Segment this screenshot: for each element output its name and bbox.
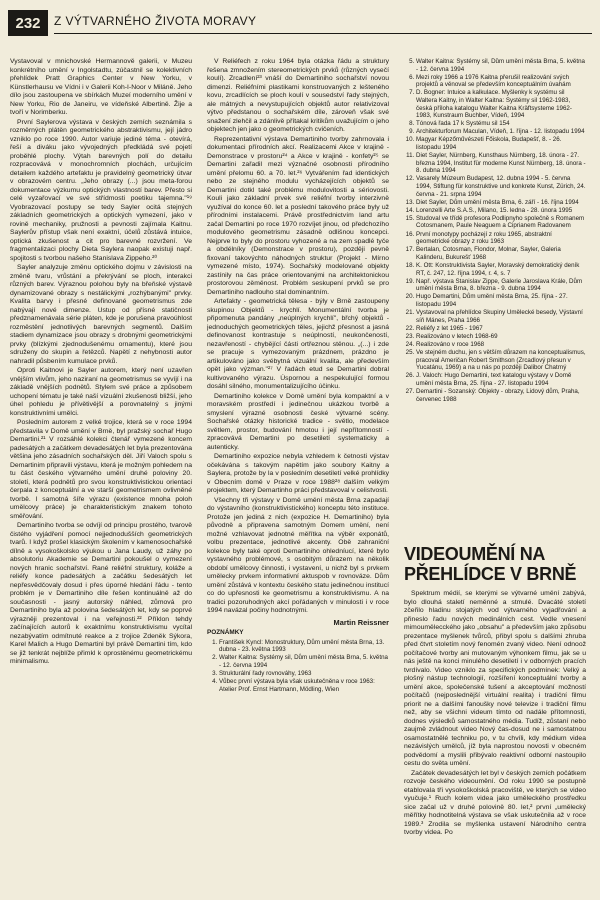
note-item: 22. Reliéfy z let 1965 - 1967: [416, 325, 586, 333]
body-paragraph: Posledním autorem z velké trojice, která se v roce 1994 představila v Domě umění v Brně, byl pražský sochař Hugo Demartini.²¹ V rozsáhlé kolekci čtenář vymezené koncem padesátých a začátkem devadesátých let byla prezentována většina jeho zásadních sochařských děl. Jiří Valoch spolu s Demartinim připravili výstavu, která je možným pohledem na tu část českého výtvarného umění druhé poloviny 20. století, která podnětů pro svou konstruktivistickou orientaci čerpala z konceptuální a ve starší geometrismem ovlivněné tvorbě. I samotná šíře výrazu (existence mnoha poloh umělcovy práce) je charakteristickým znakem tohoto směřování.: [10, 419, 192, 520]
note-item: 26. J. Valoch: Hugo Demartini, text katalogu výstavy v Domě umění města Brna, 25. října - 27. listopadu 1994: [416, 372, 586, 387]
note-item: 9. Architekturforum Maculan, Vídeň, 1. října - 12. listopadu 1994: [416, 128, 586, 136]
note-item: 20. Hugo Demartini, Dům umění města Brna, 25. října - 27. listopadu 1994: [416, 293, 586, 308]
column-2: [207, 58, 389, 878]
note-item: 8. Tónová řada 17 k Systému sil 154: [416, 120, 586, 128]
note-item: 4. Vůbec první výstava byla však uskutečněna v roce 1963: Atelier Prof. Ernst Hartmann, Mödling, Wien: [219, 678, 389, 693]
notes-heading: POZNÁMKY: [207, 629, 244, 636]
note-item: 10. Magyar Képzőművészeti Főiskola, Budapešť, 8. - 26. listopadu 1994: [416, 136, 586, 151]
body-paragraph: Začátek devadesátých let byl v českých zemích počátkem rozvoje českého videoumění. Od roku 1990 se postupně etablovala tři vysokoškolská pracoviště, ve kterých se video vyučuje.¹ Ruch kolem videa jako uměleckého prostředku sice začal už v druhé polovině 80. let,² první „umělecký měřítky hodnotitelná výstava se však uskutečnila až v roce 1989.³ Zrodila se myšlenka ustavení Národního centra tvorby videa. Po: [404, 769, 586, 836]
article-headline: VIDEOUMĚNÍ NA PŘEHLÍDCE V BRNĚ: [404, 544, 577, 584]
note-item: 18. K. Ott: Konstruktivista Sayler, Moravský demokratický deník RT, č. 247, 12. října 1994, r. 4, s. 7: [416, 262, 586, 277]
second-article: [404, 538, 586, 883]
note-item: 25. Ve stejném duchu, jen s větším důrazem na konceptualismus, pracoval Američan Robert Smithson (Zrcadlový přesun v Yucatánu, 1969) a na u nás po později Dalibor Chatrný: [416, 349, 586, 372]
note-item: 19. Např. výstava Stanislav Zippe, Galerie Jaroslava Krále, Dům umění města Brna, 8. března - 9. dubna 1994: [416, 278, 586, 293]
page-number: 232: [8, 10, 48, 36]
note-item: 6. Mezi roky 1966 a 1976 Kaitna přerušil realizování svých projektů a věnoval se především konceptuálním úvahám: [416, 74, 586, 89]
body-paragraph: Demartiniho kolekce v Domě umění byla kompaktní a v moravském prostředí i jedinečnou ukázkou tvorbě a smyslení výrazné osobnosti české výtvarné scény. Sochařské otázky historické tradice - světlo, modelace světlem, prostor, budování hmotou i její nepřítomností - zpracovává Demartini po desetiletí systematicky a autenticky.: [207, 392, 389, 451]
note-item: 1. František Kyncl: Monostruktury, Dům umění města Brna, 13. dubna - 23. května 1993: [219, 639, 389, 654]
note-item: 24. Realizováno v roce 1968: [416, 341, 586, 349]
note-item: 13. Diet Sayler, Dům umění města Brna, 6. září - 16. října 1994: [416, 199, 586, 207]
article-author: Martin Reissner: [333, 617, 389, 627]
body-paragraph: První Saylerova výstava v českých zemích seznámila s rozměrných plátěn geometrického abstraktivismu, její jádro vzniklo po roce 1990. Autor variuje jediné téma - otevírá, řeší a diváku jako vývojedných předkládá své pojetí proběhlé plochy. Výtah barevných polí do detailu rozpracovává v monochromních plochách, určujícím detailem každého artefaktu je pravidelný geometrický útvar v obrazovém centru. „Jeho obrazy (...) jsou meta-forou dokumentace výzkumu optických vlastností barev. Přesto si celé vyzařovací ve své střídmosti poetiku tajemna."¹⁹ Vyobrazovací postupy se tedy Sayler ocitá stejných základních geometrických a optických vymezení, jako v rovině mechaniky, pružnosti a pevnosti zajímala Kaitnu. Saylerův přístup však není exaktní, účelů zůstává intuice, optická zkušenost a cit pro barevné rozvržení. Ve fragmentalizaci plochy Dieta Saylera naopak existuji např. spojitosti s tvorbou našeho Stanislava Zippeho.²⁰: [10, 118, 192, 262]
running-title: Z VÝTVARNÉHO ŽIVOTA MORAVY: [54, 14, 257, 28]
notes-list-continued: [404, 58, 586, 403]
notes-list: [207, 639, 389, 694]
page-header: [8, 10, 592, 38]
body-paragraph: V Reliéfech z roku 1964 byla otázka řádu a struktury řešena zmnožením stereometrických prvků (různých vysečí koulí). Zrcadlení²³ vnáší do Demartiniho sochařství novou dimenzi. Reliéfními plastikami konstruovaných z lešteného kovu, zrcadlících se ploch koulí v sousedství řady stejných, ale mátných a nevystupujících objektů autor relativizoval výtvo předstanou o sochařském díle, zároveň však své snažení zlehčil a zdánlivě přítakal kritikům uvažujícím o jeho objektech jen jako o geometrických cvičeních.: [207, 58, 389, 133]
body-paragraph: Sayler analyzuje změnu optického dojmu v závislosti na změně tvaru, vrůstání a překrývání se ploch, interakci různých barev. Výraznou polohou byly na břeňské výstavě dynamizované obrazy s nestálickými „rozhýbanými" prvky. Kvalita barvy i přesné definované geometrismus zde nabývají nové dimenze. Ustup od přísné statičnosti předznamenávala série pláten, kde je porušena pravoúhlost rozměstění jednotlivých barevných segmentů. Dalším stadiem dynamizace jsou obrazy s drobnými geometrickými prvky (blízkými zjednodušenému ornamentu), které jsou sdruženy do skupin a řetězců. Napětí z nehybnosti autor nahradil půsbením kumulace prvků.: [10, 264, 192, 365]
note-item: 3. Strukturální řady rovnováhy, 1963: [219, 670, 389, 678]
body-paragraph: Reprezentativní výstava Demartiniho tvorby zahrnovala i dokumentaci přírodních akcí. Realizacemi Akce v krajině - Demonstrace v prostoru²⁴ a Akce v krajině - konfety²⁵ se Demartini zařadil mezi význačné osobnosti přírodního umění přelomu 60. a 70. let.²⁶ Vytvářením řad identických nebo ze stejného modulu vycházejících objektů se Demartini dotkl také problému modulovitosti a sériovosti. Kouli jako základní prvek své reliéfní tvorby interzivně využíval do konce 60. let a poslední takového práce byly už přírodními instalacemi. Právě prostřednictvím land artu začal Demartini po roce 1970 rozvíjet jinou, od předchozího modulového geometrismu zásadně odlišnou koncepci. Nejprve to byly do prostoru vyhozené a na zem spadlé tyče a obdélníky (Demonstrace v prostoru), později pevně fixovaní takovýchto náhodných struktur (Projekt - Mírno vymezené místo, 1974). Sochařský modelované objekty zastínily na čas práce orientovanými na architektonickou prostorovou zěměnost. Problém seskupení prvků se pro Demartiniho nadlouho stal dominantním.: [207, 135, 389, 296]
note-item: 21. Vystavoval na přehlídce Skupiny Umělecké besedy, Výstavní síň Mánes, Praha 1966: [416, 309, 586, 324]
note-item: 27. Demartini - Sozanský: Objekty - obrazy, Lidový dům, Praha, červenec 1988: [416, 388, 586, 403]
note-item: 15. Studoval ve třídě profesora Podlipnyho společně s Romanem Cotosmanem, Paule Neaguem a Ciprianem Radovanem: [416, 215, 586, 230]
body-paragraph: Vystavoval v mnichovské Hermannově galerii, v Muzeu konkrétního umění v Ingolstadtu, zúčastnil se kolektivních přehlídek Pratt Graphics Center v New Yorku, v Künstlerhausu ve Vídni i v Galerii Koh-I-Noor v Miláně. Jeho dílo jsou zastoupena ve sbírkách Muzeí moderního umění v New Yorku, Rio de Janeiru, ve vídeňské Albertině. Žije a tvoří v Norimberku.: [10, 58, 192, 116]
note-item: 23. Realizováno v letech 1968-69: [416, 333, 586, 341]
body-paragraph: Demartiniho tvorba se odvíjí od principu prostého, tvarově čistého vyjádření pomocí nejjednodušších geometrických tvarů. I když prošel klasickým školením v kamenosochařské dílně a vysokoškolsko výukou u Jana Laudy, už záhy po absolutoriu Akademie se Demartini pokoušel o vymezení nových hranic sochařství. Rané reliéfní struktury, koláže a reliéfy konce padesátých a začátku šedesátých let nepřesvědčovaly dosud i přes úporné hledání řádu - tento problém je v Demartiniho díle řešen kontinuálně až do současnosti - jasný autorský náhled, zůmová pro Demartiniho byla až polovina šedesátých let, kdy se poprvé výrazněji prezentoval i na veřejnosti.²² Příklon tehdy začínajících autorů k exaktnímu konstruktivismu vycítal nezabývatím odmítnuté reakce a z trojice Zdeněk Sýkora, Karel Malich a Hugo Demartini byl právě Demartini tím, kdo se již tenkrát nejblíže přimkl k oprostěnému geometrickému minimalismu.: [10, 522, 192, 665]
header-rule: [54, 33, 592, 34]
note-item: 14. Lorenzelli Arte S.A.S., Milano, 15. ledna - 28. února 1995: [416, 207, 586, 215]
note-item: 7. D. Bogner: Intuice a kalkulace. Myšlenky k systému sil Waltera Kaitny, in Walter Kaitna: Systémy sil 1962-1983, česká příloha katalogu Walter Kaitna Kräftsysteme 1962-1983, Kunstraum Buchber, Vídeň, 1994: [416, 89, 586, 119]
note-item: 2. Walter Kaitna: Systémy sil, Dům umění města Brna, 5. května - 12. června 1994: [219, 654, 389, 669]
body-paragraph: Artefakty - geometrická tělesa - býly v Brně zastoupeny skupinou Objektů - krychlí. Monumentální tvorba je připomenuta pandány „neúplných krychlí", břchý objektů - jednoduchých geometrických těles, jejichž přesnost a jasná definovanost kontrastuje s neúplností, neukončeností, nezavřeností - chybějící části ortřeznou stěnou. „(...) i zde se pracuje s vymezovaným prázdnem, prázdno je artikulováno jako svébytná vizuální kvalita, ale především opět jako výzman."²⁷ V řadách etud se Demartini dobral kultivovaného výrazu. Úspornou a nespekulující formou dosáhl silného, monumentalizujícího účinku.: [207, 298, 389, 390]
body-paragraph: Všechny tři výstavy v Domě umění města Brna zapadají do výstavního (konstruktivistického) konceptu této instituce. Protože jen jediná z nich (expozice H. Demartiniho) byla původně a připravena samotným Domem umění, není možné vzhlavovat jednotné měřítka na výběr exponátů, volbu prezentace, jednotlivé akcenty. Obě zahraniční kolekce byly také oproti Demartiniho ohledníucí, které bylo vystavného problémové, s osobitým důrazem na několik období umělcovy činnosti, i vystavení, u nichž byl s prvkem umělecky prvkem informativní aktuspob v rovnováze. Dům umění zůstává v kontextu českého statu jedinečnou institucí co do upřesnosti ke geometrismu a konstruktivismu. A na tradici pozoruhodných akcí pořádaných v minulosti i v roce 1994 navázal počiny hodnotnými.: [207, 496, 389, 614]
body-paragraph: Spektrum médií, se kterými se výtvarné umění zabývá, bylo dlouhá staletí neměnné a stmulé. Dvacáté století zčeřilo hladinu stojatých vod výtvarného vyjadřování a přineslo řadu nových medinálních cest. Vedle vnesení mimoumělecckého jako „obsahu" a především jako způsobu prezentace myšlenek tvůrců, přibyl spolu s dalšími zhruba před čtvrt stoletím nový fenomén zvaný video. Není odnoož počítačové tvorby ani mutovaným výhonkem filmu, jak se u nás ještě na konci minulého desetiletí i v odborných pracích tvrdívalo. Video vzniklo za specifických podmínek: Velký a plošný nástup technologií, rozšíření konceptuální tvorby a umění akce, společenské tušení a akceptování možností počítačů (nejposlednější virtuální realita) i tradiční filmu priorit ne a dalšími fanoušky nové televize i tradiční filmu než, aby se všichni videum tímto od nadále přítomnosti, dodnes výsledků samostatného média. Tudíž, zůstaní nebo zaujmě zvládnout video Nový čas-dosud ne i samostatnou osamostatnělé techniku po, v tu chvíli, kdy médium videa nezávislých umělců, jíž byla naprostou novosti v obecném podvědomí a myslili přibývalo reaktivní odborní nastoupilo cestu do světa umění.: [404, 590, 586, 767]
note-item: 12. Vasarely Múzeum Budapest, 12. dubna 1994 - 5. června 1994, Stiftung für konstruktive und konkrete Kunst, Zürich, 24. června - 21. srpna 1994: [416, 175, 586, 198]
column-1: [10, 58, 192, 878]
note-item: 5. Walter Kaitna: Systémy sil, Dům umění města Brna, 5. května - 12. června 1994: [416, 58, 586, 73]
note-item: 16. První monotypy pocházejí z roku 1965, abstraktní geometrické obrazy z roku 1963: [416, 231, 586, 246]
note-item: 11. Diet Sayler, Nürnberg, Kunsthaus Nürnberg, 18. února - 27. března 1994, Institut für moderne Kunst Nürnberg, 18. února - 8. dubna 1994: [416, 152, 586, 175]
body-paragraph: Demartiniho expozice nebyla vzhledem k četnosti výstav očekávána s takovým napětím jako soubory Kaitny a Saylera, protože by la v posledním desetiletí velké prohlídky v Obecním domě v Praze v roce 1988²⁸ dalším velkým projektem, který Demartinho práci představoval v celistvosti.: [207, 453, 389, 494]
note-item: 17. Bertalan, Cotosman, Flondor, Molnar, Sayler, Galeria Kalinderu, Bukurešť 1968: [416, 246, 586, 261]
body-paragraph: Oproti Kaitnovi je Sayler autorem, který není uzavřen vnějším vlivům, jeho naziraní na geometrismus se vyvíjí i na základě vnějších podnětů. Stylem své práce a způsobem uchopení tématu je také naší vizuální zkušenosti bližší, jeho úhel pohledu je přívětivější a porovnatelný s jinými konstruktivními umělci.: [10, 367, 192, 417]
column-3: [404, 58, 586, 528]
